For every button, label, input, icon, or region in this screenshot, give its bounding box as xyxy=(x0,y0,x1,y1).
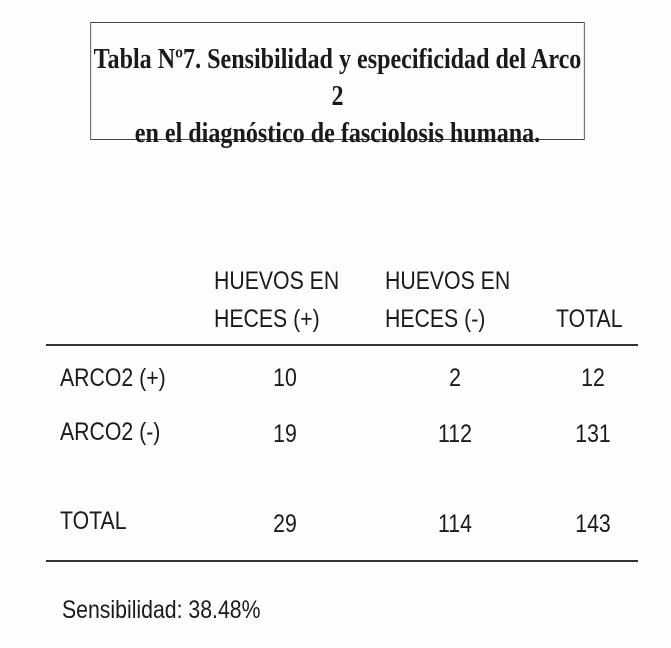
cell-arco2-positive-total: 12 xyxy=(581,364,605,392)
bottom-rule xyxy=(46,560,638,562)
row-total-label: TOTAL xyxy=(60,507,127,535)
header-total xyxy=(556,300,623,338)
header-huevos-positive-line-2: HECES (+) xyxy=(214,305,320,333)
cell-arco2-positive-huevos-negative: 2 xyxy=(449,364,461,392)
sensitivity-text: Sensibilidad: 38.48% xyxy=(62,596,261,624)
header-huevos-negative-line-1: HUEVOS EN xyxy=(385,267,511,295)
cell-arco2-negative-huevos-positive: 19 xyxy=(273,420,297,448)
table-title-line-2: en el diagnóstico de fasciolosis humana. xyxy=(134,118,541,149)
table-title-box xyxy=(90,22,585,149)
header-total-label: TOTAL xyxy=(556,305,623,333)
table-title-line-1: Tabla Nº7. Sensibilidad y especificidad del Arco 2 xyxy=(93,44,582,112)
cell-total-huevos-negative: 114 xyxy=(438,510,472,538)
cell-arco2-positive-huevos-positive: 10 xyxy=(273,364,297,392)
header-huevos-negative xyxy=(385,262,510,338)
cell-total-huevos-positive: 29 xyxy=(273,510,297,538)
header-rule xyxy=(46,344,638,346)
header-huevos-positive-line-1: HUEVOS EN xyxy=(214,267,340,295)
cell-arco2-negative-huevos-negative: 112 xyxy=(438,420,472,448)
row-arco2-positive-label: ARCO2 (+) xyxy=(60,364,166,392)
header-huevos-positive xyxy=(214,262,339,338)
cell-arco2-negative-total: 131 xyxy=(575,420,611,448)
cell-total-total: 143 xyxy=(575,510,611,538)
header-huevos-negative-line-2: HECES (-) xyxy=(385,305,486,333)
row-arco2-negative-label: ARCO2 (-) xyxy=(60,418,161,446)
